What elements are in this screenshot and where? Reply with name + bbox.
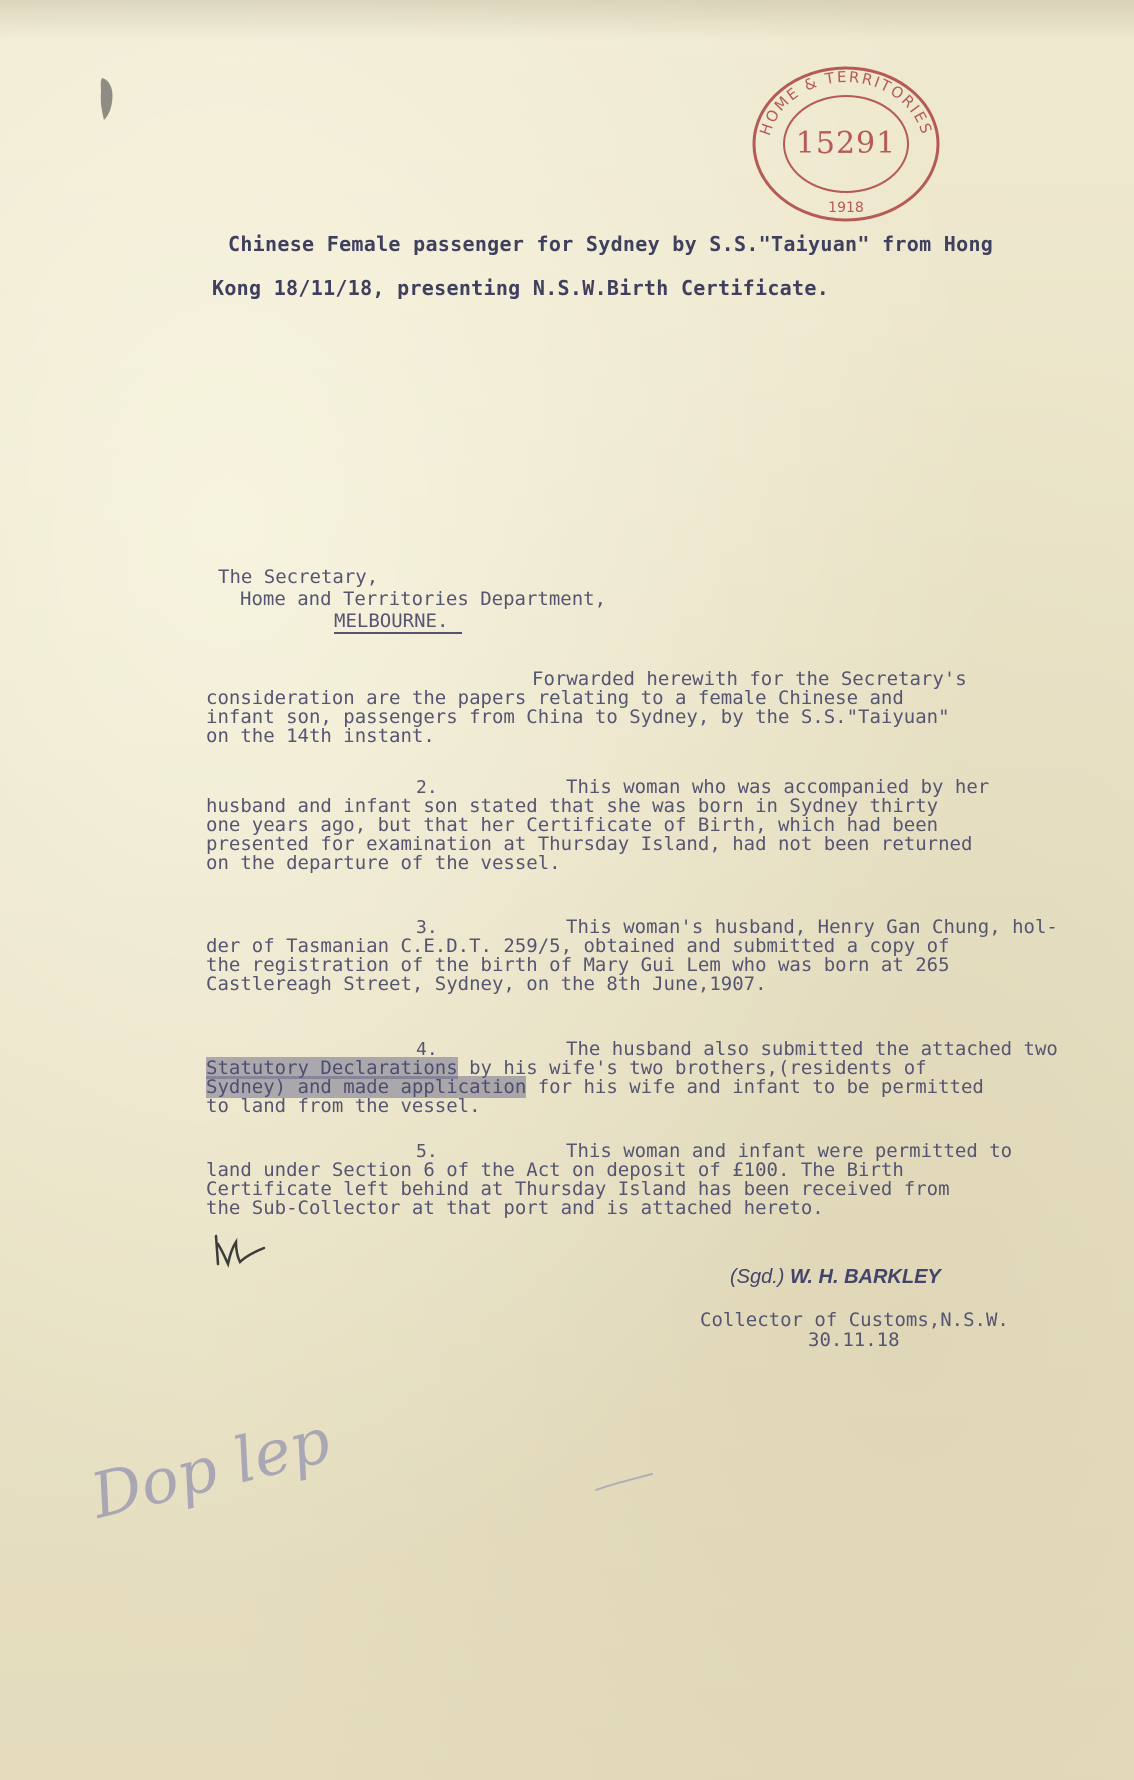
- heading-line-1: Chinese Female passenger for Sydney by S.S."Taiyuan" from Hong: [228, 232, 994, 256]
- paragraph-5: [206, 1142, 1086, 1218]
- paragraph-2: [206, 778, 1086, 873]
- pencil-stroke-mark: [594, 1470, 654, 1494]
- paragraph-line: on the 14th instant.: [206, 725, 435, 747]
- paragraph-line: der of Tasmanian C.E.D.T. 259/5, obtained and submitted a copy of: [206, 935, 950, 957]
- paragraph-line: the registration of the birth of Mary Gui Lem who was born at 265: [206, 954, 950, 976]
- handwritten-annotation: Dop lep: [84, 1403, 338, 1533]
- paragraph-line: Castlereagh Street, Sydney, on the 8th June,1907.: [206, 973, 767, 995]
- paragraph-line: Forwarded herewith for the Secretary's: [532, 668, 967, 690]
- stamp-number: 15291: [795, 126, 897, 161]
- paragraph-number: 3.: [416, 917, 438, 938]
- signatory-name: W. H. BARKLEY: [790, 1266, 941, 1288]
- ink-blot-mark: [96, 76, 118, 122]
- paragraph-line: infant son, passengers from China to Sydney, by the S.S."Taiyuan": [206, 706, 950, 728]
- paragraph-line: This woman and infant were permitted to: [566, 1140, 1013, 1162]
- paragraph-3: [206, 918, 1086, 994]
- document-date: 30.11.18: [808, 1329, 900, 1351]
- paragraph-line: one years ago, but that her Certificate of Birth, which had been: [206, 814, 939, 836]
- paragraph-line: This woman who was accompanied by her: [566, 776, 990, 798]
- paragraph-line: This woman's husband, Henry Gan Chung, hol-: [566, 916, 1058, 938]
- paragraph-line: husband and infant son stated that she was born in Sydney thirty: [206, 795, 939, 817]
- received-stamp: [744, 62, 948, 226]
- paragraph-number: 5.: [416, 1141, 438, 1162]
- heading-line-2: Kong 18/11/18, presenting N.S.W.Birth Certificate.: [212, 276, 830, 300]
- paragraph-line: for his wife and infant to be permitted: [526, 1076, 984, 1098]
- paragraph-line: the Sub-Collector at that port and is attached hereto.: [206, 1197, 824, 1219]
- paragraph-line: land under Section 6 of the Act on deposit of £100. The Birth: [206, 1159, 904, 1181]
- addressee-line-3: MELBOURNE.: [334, 610, 462, 634]
- struck-out-text: Statutory Declarations: [206, 1057, 458, 1079]
- paragraph-line: to land from the vessel.: [206, 1095, 481, 1117]
- signature-prefix: (Sgd.): [730, 1266, 785, 1288]
- paragraph-number: 4.: [416, 1039, 438, 1060]
- handwritten-initial: [210, 1230, 266, 1278]
- paragraph-line: presented for examination at Thursday Island, had not been returned: [206, 833, 973, 855]
- signature: [730, 1266, 941, 1289]
- paragraph-line: on the departure of the vessel.: [206, 852, 561, 874]
- paragraph-line: The husband also submitted the attached two: [566, 1038, 1058, 1060]
- paragraph-number: 2.: [416, 777, 438, 798]
- signatory-title: Collector of Customs,N.S.W.: [700, 1309, 1009, 1331]
- paragraph-line: consideration are the papers relating to a female Chinese and: [206, 687, 904, 709]
- paragraph-1: [206, 670, 1086, 746]
- subject-heading: [212, 222, 1088, 310]
- addressee-line-1: The Secretary,: [218, 566, 379, 588]
- paragraph-line: by his wife's two brothers,(residents of: [457, 1057, 927, 1079]
- page-fold-shadow: [0, 0, 1134, 40]
- struck-out-text: Sydney) and made application: [206, 1076, 527, 1098]
- paragraph-4: [206, 1040, 1086, 1116]
- addressee-block: [218, 566, 606, 634]
- stamp-ring-text: HOME & TERRITORIES: [756, 67, 936, 138]
- paragraph-line: Certificate left behind at Thursday Island has been received from: [206, 1178, 950, 1200]
- signoff-block: [700, 1310, 1009, 1350]
- stamp-year: 1918: [828, 200, 864, 216]
- addressee-line-2: Home and Territories Department,: [240, 588, 607, 610]
